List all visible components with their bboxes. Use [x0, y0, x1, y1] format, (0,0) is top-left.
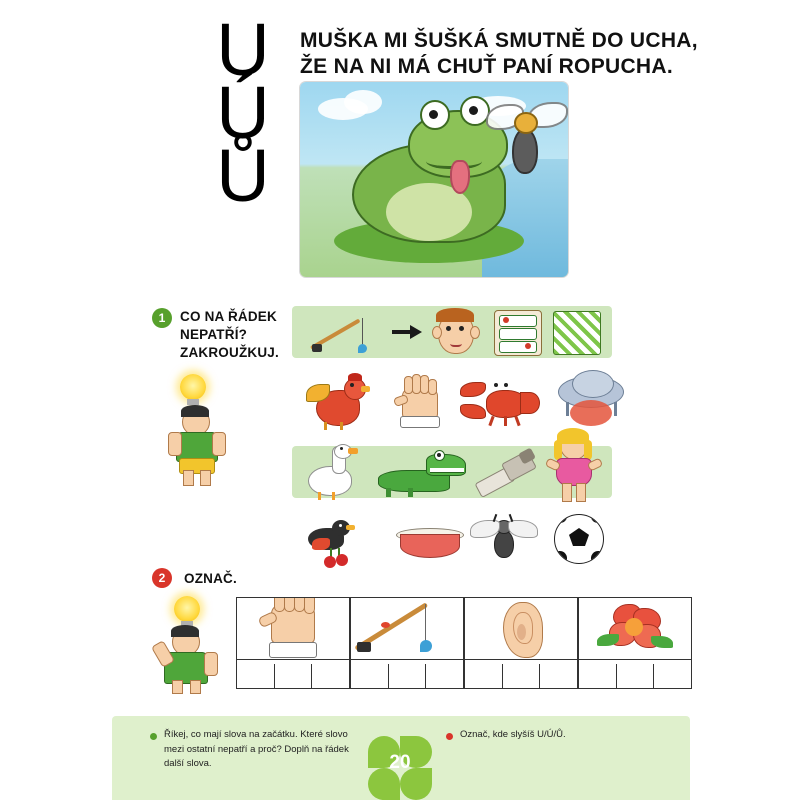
mascot-arm — [168, 432, 182, 456]
boy-with-lightbulb-mascot-task1 — [162, 374, 236, 484]
word-box-cells[interactable] — [465, 664, 577, 688]
word-cell[interactable] — [275, 664, 313, 688]
word-cell[interactable] — [237, 664, 275, 688]
mascot-leg — [183, 470, 194, 486]
footer-left-bullet-icon — [150, 733, 157, 740]
word-cell[interactable] — [540, 664, 577, 688]
word-cell[interactable] — [503, 664, 541, 688]
mascot-arm — [204, 652, 218, 676]
rhyme-line-2: ŽE NA NI MÁ CHUŤ PANÍ ROPUCHA. — [300, 55, 673, 79]
word-cell[interactable] — [465, 664, 503, 688]
footer-note-right: Označ, kde slyšíš U/Ú/Ů. — [460, 729, 566, 740]
word-cell[interactable] — [351, 664, 389, 688]
footer-note-left-line-3: další slova. — [164, 758, 212, 770]
picture-domino-tiles[interactable] — [492, 308, 544, 356]
picture-fly[interactable] — [468, 512, 538, 566]
fly-head-icon — [514, 112, 538, 134]
task-1-instruction — [180, 308, 300, 361]
task-1-instruction-line-2: NEPATŘÍ? — [180, 326, 248, 342]
picture-bird-with-cherries[interactable] — [296, 514, 366, 564]
word-box-fishing-rod[interactable] — [350, 597, 464, 689]
arrow-icon — [392, 322, 422, 342]
word-cell[interactable] — [654, 664, 691, 688]
mascot-leg — [200, 470, 211, 486]
word-box-picture-flower — [579, 598, 691, 660]
picture-net[interactable] — [550, 308, 602, 356]
picture-fishing-rod[interactable] — [306, 308, 390, 356]
picture-storm-cloud[interactable] — [552, 372, 630, 430]
boy-with-lightbulb-mascot-task2 — [152, 596, 226, 692]
picture-football[interactable] — [550, 512, 606, 566]
frog-tongue-icon — [450, 160, 470, 194]
picture-crayfish[interactable] — [456, 374, 542, 430]
picture-rooster[interactable] — [300, 374, 374, 430]
footer-note-left — [164, 728, 374, 772]
task-1-instruction-line-1: CO NA ŘÁDEK — [180, 309, 277, 324]
task-2-number: 2 — [152, 568, 172, 588]
word-box-cells[interactable] — [579, 664, 691, 688]
task-1-instruction-line-3: ZAKROUŽKUJ. — [180, 344, 279, 360]
picture-crocodile[interactable] — [374, 444, 468, 500]
picture-goose[interactable] — [296, 444, 362, 500]
word-box-flower[interactable] — [578, 597, 692, 689]
rhyme-line-1: MUŠKA MI ŠUŠKÁ SMUTNĚ DO UCHA, — [300, 29, 698, 52]
frog-and-fly-illustration — [300, 82, 568, 277]
picture-girl-doll[interactable] — [540, 430, 606, 502]
word-cell[interactable] — [617, 664, 655, 688]
mascot-hair — [181, 405, 209, 417]
lightbulb-icon — [174, 596, 200, 622]
word-cell[interactable] — [426, 664, 463, 688]
footer-note-left-line-1: Říkej, co mají slova na začátku. Které slovo — [164, 729, 348, 740]
frog-eye-icon — [420, 100, 450, 130]
picture-telescope[interactable] — [470, 444, 540, 500]
word-cell[interactable] — [579, 664, 617, 688]
word-cell[interactable] — [389, 664, 427, 688]
word-box-picture-fishing-rod — [351, 598, 463, 660]
word-cell[interactable] — [312, 664, 349, 688]
letter-u-ring: Ů — [216, 133, 270, 217]
fly-body-icon — [512, 128, 538, 174]
picture-hand[interactable] — [388, 374, 450, 430]
word-box-hand[interactable] — [236, 597, 350, 689]
picture-boy-face[interactable] — [428, 306, 484, 358]
mascot-leg — [190, 680, 201, 694]
rhyme-text — [300, 28, 780, 81]
letter-u-acute: Ú — [216, 70, 270, 154]
word-box-cells[interactable] — [351, 664, 463, 688]
word-box-ear[interactable] — [464, 597, 578, 689]
task-2-instruction: OZNAČ. — [184, 571, 237, 586]
mascot-leg — [172, 680, 183, 694]
letter-group — [198, 8, 288, 217]
cloud-icon — [344, 90, 382, 114]
picture-bowl[interactable] — [390, 518, 470, 562]
mascot-hair — [171, 625, 199, 637]
letter-u: U — [216, 8, 270, 91]
word-box-picture-hand — [237, 598, 349, 660]
word-box-picture-ear — [465, 598, 577, 660]
page-number: 20 — [389, 752, 411, 773]
word-box-cells[interactable] — [237, 664, 349, 688]
lightbulb-icon — [180, 374, 206, 400]
footer-note-left-line-2: mezi ostatní nepatří a proč? Doplň na řádek — [164, 743, 349, 755]
task-1-number: 1 — [152, 308, 172, 328]
mascot-arm — [212, 432, 226, 456]
footer-right-bullet-icon — [446, 733, 453, 740]
